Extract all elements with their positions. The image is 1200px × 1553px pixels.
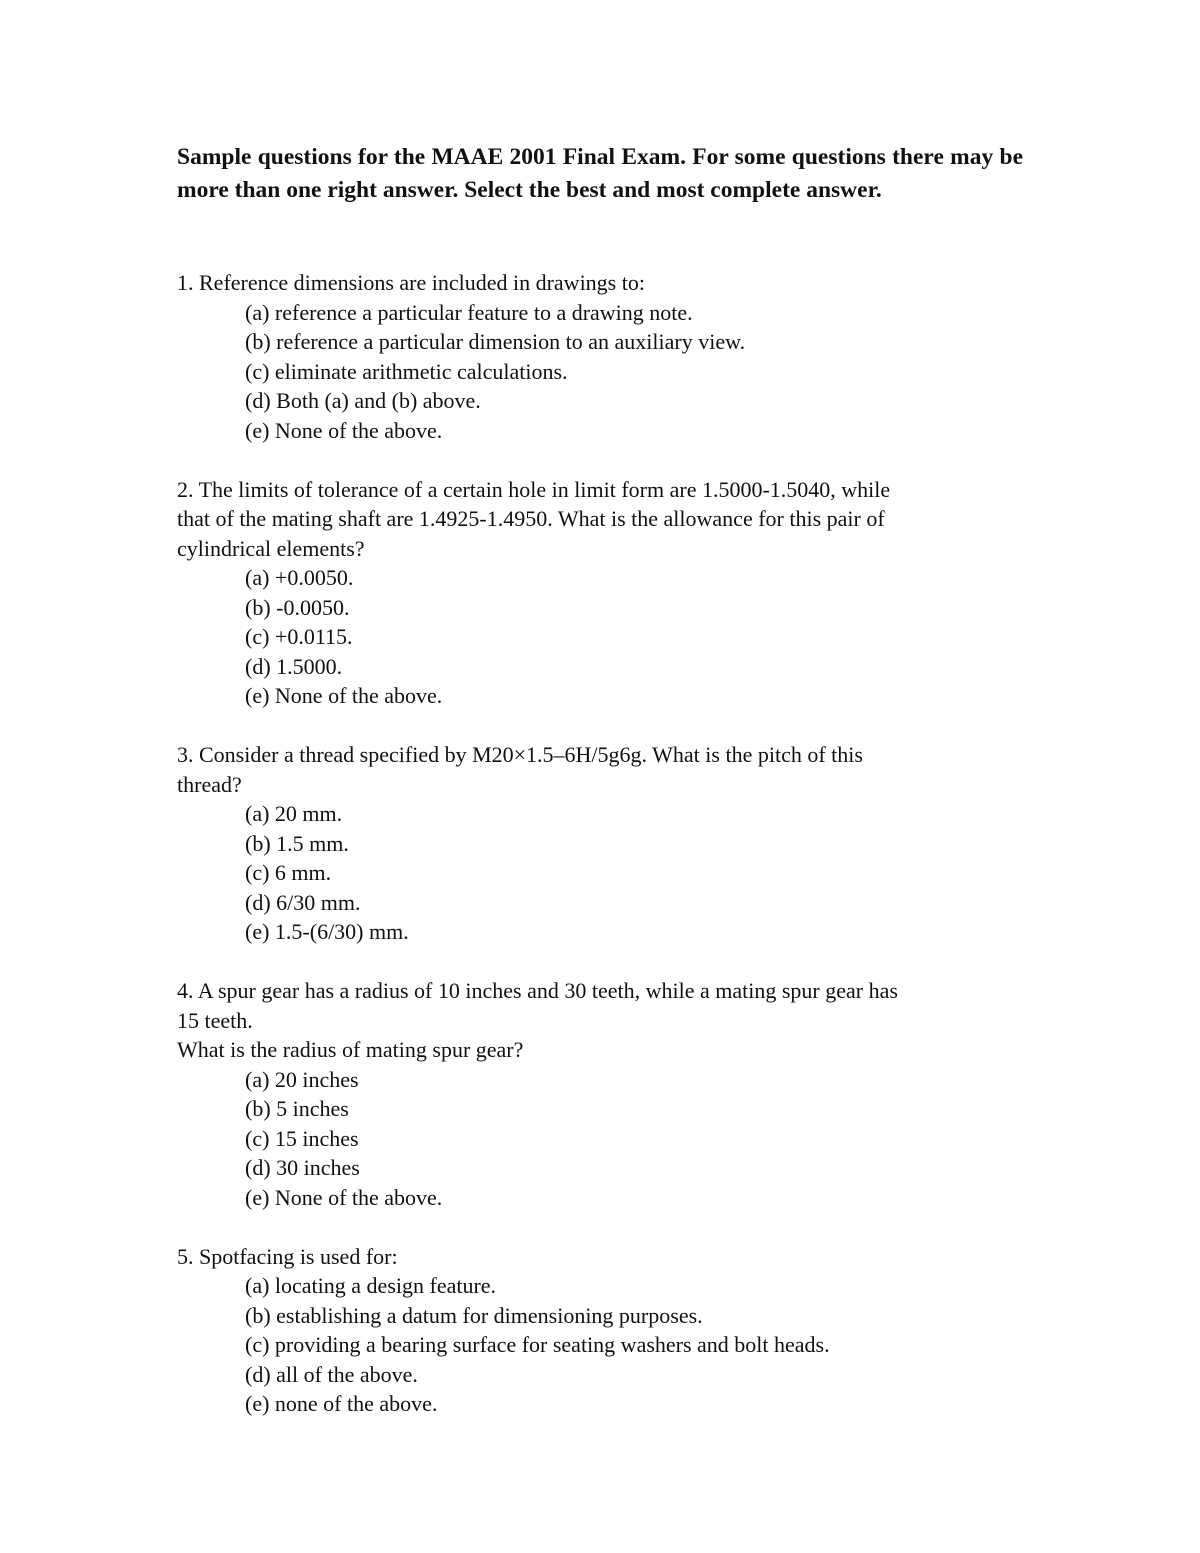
answer-option: (e) None of the above. <box>245 1184 443 1210</box>
question-stem-line: What is the radius of mating spur gear? <box>177 1037 524 1062</box>
question-stem-line: thread? <box>177 771 242 797</box>
answer-options <box>177 799 1037 947</box>
question-stem-line: 4. A spur gear has a radius of 10 inches and 30 teeth, while a mating spur gear has <box>177 978 898 1003</box>
answer-option: (d) 30 inches <box>245 1155 360 1180</box>
answer-option: (a) +0.0050. <box>245 565 354 590</box>
answer-option: (c) providing a bearing surface for seating washers and bolt heads. <box>245 1332 830 1357</box>
answer-option: (d) all of the above. <box>245 1361 418 1387</box>
answer-options <box>177 563 1037 711</box>
question-3 <box>177 740 1037 947</box>
answer-option: (a) locating a design feature. <box>245 1273 497 1298</box>
answer-option: (d) Both (a) and (b) above. <box>245 388 481 413</box>
answer-option: (b) 5 inches <box>245 1096 349 1121</box>
answer-option: (a) 20 inches <box>245 1066 359 1092</box>
answer-option: (e) None of the above. <box>245 417 443 443</box>
question-stem-line: 15 teeth. <box>177 1007 253 1033</box>
answer-option: (c) 6 mm. <box>245 860 332 885</box>
question-stem <box>177 740 1037 799</box>
question-stem <box>177 976 1037 1065</box>
question-stem-line: 2. The limits of tolerance of a certain hole in limit form are 1.5000-1.5040, while <box>177 476 891 502</box>
answer-option: (a) 20 mm. <box>245 801 343 826</box>
answer-option: (e) 1.5-(6/30) mm. <box>245 919 409 944</box>
answer-option: (c) 15 inches <box>245 1125 359 1151</box>
question-stem-line: 3. Consider a thread specified by M20×1.5–6H/5g6g. What is the pitch of this <box>177 742 863 767</box>
question-5 <box>177 1242 1037 1419</box>
question-stem <box>177 268 1037 298</box>
answer-option: (a) reference a particular feature to a drawing note. <box>245 299 693 325</box>
answer-option: (b) -0.0050. <box>245 594 350 620</box>
answer-option: (d) 1.5000. <box>245 653 343 679</box>
answer-options <box>177 1271 1037 1419</box>
answer-options <box>177 1065 1037 1213</box>
question-4 <box>177 976 1037 1212</box>
answer-option: (e) None of the above. <box>245 683 443 708</box>
answer-option: (e) none of the above. <box>245 1391 438 1416</box>
question-1 <box>177 268 1037 445</box>
question-stem <box>177 1242 1037 1272</box>
answer-option: (b) establishing a datum for dimensioning purposes. <box>245 1302 703 1328</box>
answer-option: (b) reference a particular dimension to an auxiliary view. <box>245 329 746 354</box>
answer-options <box>177 298 1037 446</box>
question-stem <box>177 475 1037 564</box>
question-list <box>177 268 1037 1448</box>
answer-option: (d) 6/30 mm. <box>245 889 361 915</box>
question-stem-line: that of the mating shaft are 1.4925-1.4950. What is the allowance for this pair of <box>177 506 885 531</box>
answer-option: (c) eliminate arithmetic calculations. <box>245 358 568 384</box>
question-2 <box>177 475 1037 711</box>
answer-option: (c) +0.0115. <box>245 624 353 649</box>
answer-option: (b) 1.5 mm. <box>245 830 349 856</box>
question-stem-line: 5. Spotfacing is used for: <box>177 1243 398 1269</box>
question-stem-line: cylindrical elements? <box>177 535 365 561</box>
question-stem-line: 1. Reference dimensions are included in drawings to: <box>177 270 645 295</box>
exam-heading: Sample questions for the MAAE 2001 Final Exam. For some questions there may be more than one right answer. Select the best and most complete answer. <box>177 144 1023 203</box>
